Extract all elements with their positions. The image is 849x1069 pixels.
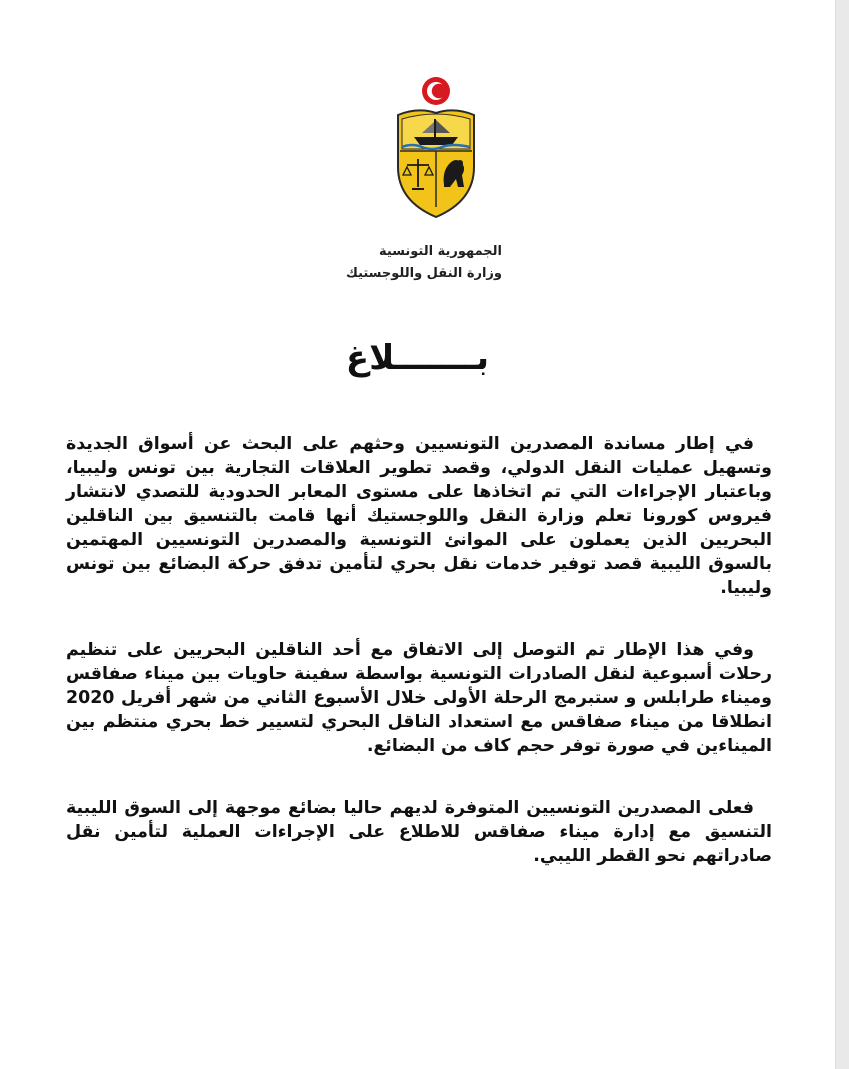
ministry-name: وزارة النقل واللوجستيك — [345, 266, 502, 281]
paragraph-3: فعلى المصدرين التونسيين المتوفرة لديهم حاليا بضائع موجهة إلى السوق الليبية التنسيق مع إدارة ميناء صفاقس للاطلاع على الإجراءات العملية لتأمين نقل صادراتهم نحو القطر الليبي. — [66, 798, 772, 866]
document-body — [66, 432, 772, 906]
page-title: بـــــــلاغ — [345, 338, 490, 378]
tunisia-coat-of-arms-icon — [388, 75, 484, 225]
page-edge — [835, 0, 849, 1069]
paragraph-1: في إطار مساندة المصدرين التونسيين وحثهم على البحث عن أسواق الجديدة وتسهيل عمليات النقل الدولي، وقصد تطوير العلاقات التجارية بين تونس وليبيا، وباعتبار الإجراءات التي تم اتخاذها على مستوى المعابر الحدودية للتصدي لانتشار فيروس كورونا تعلم وزارة النقل واللوجستيك أنها قامت بالتنسيق بين الناقلين البحريين الذين يعملون على الموانئ التونسية والمصدرين التونسيين المهتمين بالسوق الليبية قصد توفير خدمات نقل بحري لتأمين تدفق حركة البضائع بين تونس وليبيا. — [66, 434, 772, 598]
country-name: الجمهورية التونسية — [378, 244, 502, 259]
paragraph-2: وفي هذا الإطار تم التوصل إلى الاتفاق مع أحد الناقلين البحريين على تنظيم رحلات أسبوعية لنقل الصادرات التونسية بواسطة سفينة حاويات بين ميناء صفاقس وميناء طرابلس و ستبرمج الرحلة الأولى خلال الأسبوع الثاني من شهر أفريل 2020 انطلاقا من ميناء صفاقس مع استعداد الناقل البحري لتسيير خط بحري منتظم بين الميناءين في صورة توفر حجم كاف من البضائع. — [66, 640, 772, 756]
letterhead — [346, 241, 502, 285]
